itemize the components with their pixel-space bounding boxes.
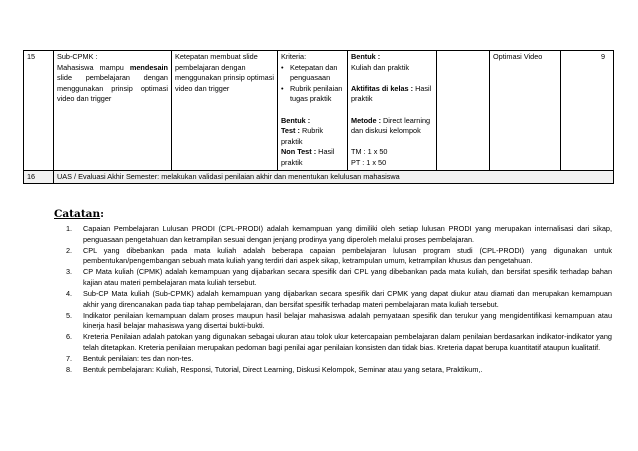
list-item-number: 4.	[66, 289, 73, 299]
metode-label: Metode :	[351, 115, 384, 125]
test-line	[281, 126, 344, 147]
indikator-cell	[172, 51, 278, 171]
list-item	[66, 365, 612, 376]
list-item	[66, 332, 612, 353]
test-value: Rubrik praktik	[281, 126, 324, 146]
penugasan-time: PT : 1 x 50	[351, 157, 387, 167]
subcpmk-text-part1: Mahasiswa mampu	[57, 62, 130, 72]
catatan-title: Catatan	[54, 208, 101, 220]
empty-cell	[437, 51, 490, 171]
week-number-cell	[24, 170, 54, 184]
nontest-label: Non Test :	[281, 147, 319, 157]
bentuk-pembelajaran-value: Kuliah dan praktik	[351, 62, 410, 72]
list-item-text: Indikator penilaian kemampuan dalam proses maupun hasil belajar mahasiswa adalah pernyataan spesifik dan terukur yang mengidentifikasi kemampuan atau kinerja hasil belajar mahasiswa yang disertai bukti-bukti.	[83, 310, 612, 331]
list-item-number: 6.	[66, 332, 73, 342]
list-item-text: Sub-CP Mata kuliah (Sub-CPMK) adalah kemampuan yang dijabarkan secara spesifik dari CPMK yang dapat diukur atau diamati dan merupakan kemampuan akhir yang direncanakan pada tiap tahap pembelajaran, dan bersifat spesifik terhadap materi pembelajaran mata kuliah tersebut.	[83, 289, 612, 309]
list-item-text: Capaian Pembelajaran Lulusan PRODI (CPL-PRODI) adalah kemampuan yang dimiliki oleh setiap lulusan PRODI yang merupakan internalisasi dari sikap, penguasaan pengetahuan dan ketrampilan sesuai dengan jenjang prodinya yang diperoleh melalui proses pembelajaran.	[83, 224, 612, 244]
kriteria-cell	[278, 51, 348, 171]
bobot-value: 9	[600, 52, 605, 61]
metode-value: Direct learning dan diskusi kelompok	[351, 115, 431, 136]
bentuk-penilaian-label: Bentuk :	[281, 115, 311, 125]
list-item-number: 2.	[66, 245, 73, 255]
week-number-cell	[24, 51, 54, 171]
bullet-icon: •	[281, 83, 284, 93]
kriteria-item-text: Rubrik penilaian tugas praktik	[290, 83, 343, 104]
aktifitas-line	[351, 84, 433, 105]
indikator-text: Ketepatan membuat slide pembelajaran dengan menggunakan prinsip optimasi video dan trigger	[175, 52, 274, 93]
list-item	[66, 224, 612, 245]
aktifitas-label: Aktifitas di kelas :	[351, 83, 416, 93]
list-item	[66, 354, 612, 365]
table-row-16	[24, 170, 614, 184]
rps-table	[23, 50, 614, 184]
materi-cell	[490, 51, 561, 171]
notes-list	[66, 224, 612, 376]
nontest-line	[281, 147, 344, 168]
kriteria-item-text: Ketepatan dan penguasaan	[290, 62, 338, 83]
uas-text: UAS / Evaluasi Akhir Semester: melakukan validasi penilaian akhir dan menentukan kelulusan mahasiswa	[57, 171, 400, 181]
materi-text: Optimasi Video	[493, 52, 543, 61]
uas-cell	[54, 170, 614, 184]
list-item-number: 1.	[66, 224, 73, 233]
subcpmk-text-part2: slide pembelajaran dengan menggunakan prinsip optimasi video dan trigger	[57, 73, 168, 104]
list-item-text: Kreteria Penilaian adalah patokan yang digunakan sebagai ukuran atau tolok ukur ketercapaian pembelajaran dalam penilaian berdasarkan indikator-indikator yang telah ditetapkan. Kreteria penilaian merupakan pedoman bagi penilai agar penilaian konsisten dan tidak bias. Kreteria dapat berupa kuantitatif ataupun kualitatif.	[83, 332, 612, 353]
list-item-text: Bentuk penilaian: tes dan non-tes.	[83, 354, 194, 364]
kriteria-item	[281, 63, 344, 84]
test-label: Test :	[281, 126, 302, 136]
bobot-cell	[561, 51, 614, 171]
kriteria-title: Kriteria:	[281, 52, 307, 61]
list-item-text: Bentuk pembelajaran: Kuliah, Responsi, Tutorial, Direct Learning, Diskusi Kelompok, Seminar atau yang setara, Praktikum,.	[83, 365, 483, 375]
week-number: 15	[27, 52, 36, 61]
list-item-number: 5.	[66, 310, 73, 320]
list-item-number: 3.	[66, 267, 73, 277]
tatap-muka-time: TM : 1 x 50	[351, 147, 388, 157]
catatan-heading	[54, 208, 104, 220]
week-number: 16	[27, 171, 36, 181]
subcpmk-text-bold: mendesain	[129, 62, 168, 72]
list-item	[66, 289, 612, 310]
bullet-icon: •	[281, 62, 284, 72]
metode-line	[351, 116, 433, 137]
table-row-15	[24, 51, 614, 171]
subcpmk-text	[57, 63, 168, 105]
subcpmk-cell	[54, 51, 172, 171]
catatan-colon: :	[100, 208, 104, 220]
list-item	[66, 246, 612, 267]
list-item-text: CPL yang dibebankan pada mata kuliah adalah beberapa capaian pembelajaran lulusan program studi (CPL-PRODI) yang digunakan untuk pembentukan/pengembangan sebuah mata kuliah yang terdiri dari aspek sikap, ketrampulan umum, ketrampilan khusus dan pengetahuan.	[83, 245, 612, 266]
list-item-number: 8.	[66, 365, 73, 375]
bentuk-pembelajaran-label: Bentuk :	[351, 52, 381, 61]
subcpmk-title: Sub-CPMK :	[57, 52, 98, 61]
kriteria-item	[281, 84, 344, 105]
list-item	[66, 267, 612, 288]
list-item-text: CP Mata kuliah (CPMK) adalah kemampuan yang dijabarkan secara spesifik dari CPL yang dibebankan pada mata kuliah, dan bersifat spesifik terhadap bahan kajian atau materi pembelajaran mata kuliah tersebut.	[83, 267, 612, 287]
list-item-number: 7.	[66, 354, 73, 364]
bentuk-pembelajaran-cell	[348, 51, 437, 171]
nontest-value: Hasil praktik	[281, 147, 335, 167]
list-item	[66, 311, 612, 332]
aktifitas-value: Hasil praktik	[351, 83, 432, 104]
